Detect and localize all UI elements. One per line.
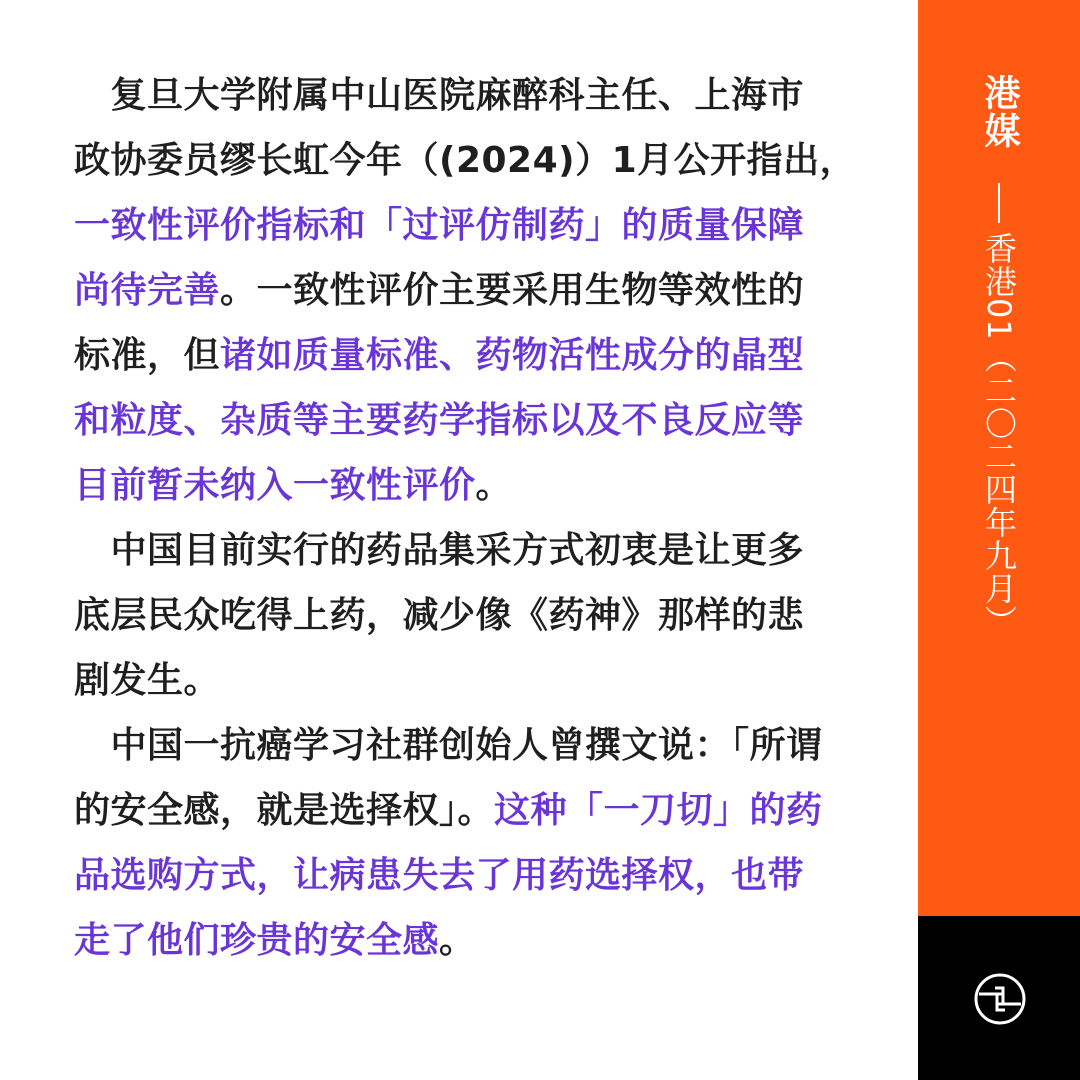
body-text: 。 [475,465,513,506]
sidebar-dash [998,183,1000,223]
body-text: 复旦大学附属中山医院麻醉科主任、上海市 [74,75,805,116]
highlight-text: 走了他们珍贵的安全感 [74,920,440,961]
body-text: 。一致性评价主要采用生物等效性的 [220,270,805,311]
body-text: 中国一抗癌学习社群创始人曾撰文说：「所谓 [74,725,823,766]
article-line [74,456,854,521]
highlight-text: 品选购方式，让病患失去了用药选择权，也带 [74,855,805,896]
article-line [74,391,854,456]
highlight-text: 目前暂未纳入一致性评价 [74,465,476,506]
article-line [74,66,854,131]
article-line [74,586,854,651]
article-line [74,781,854,846]
brand-logo-icon [973,972,1027,1026]
highlight-text: 诸如质量标准、药物活性成分的晶型 [220,335,805,376]
article-line [74,651,854,716]
sidebar [918,0,1080,916]
article-line [74,261,854,326]
article-line [74,911,854,976]
article-line [74,196,854,261]
body-text: 。 [439,920,476,961]
article-line [74,521,854,586]
body-text: 的安全感，就是选择权」。 [74,790,495,831]
body-text: 底层民众吃得上药，减少像《药神》那样的悲 [74,595,805,636]
article-line [74,131,857,196]
highlight-text: 这种「一刀切」的药 [494,790,823,831]
logo-block [918,916,1080,1080]
body-text: 政协委员缪长虹今年（(2024)）1月公开指出， [74,140,857,181]
highlight-text: 和粒度、杂质等主要药学指标以及不良反应等 [74,400,805,441]
article-body [74,66,857,976]
sidebar-source: 香港01（二〇二四年九月） [980,232,1018,638]
body-text: 剧发生。 [74,660,221,701]
highlight-text: 尚待完善 [74,270,221,311]
sidebar-title: 港媒 [979,74,1020,150]
highlight-text: 一致性评价指标和「过评仿制药」的质量保障 [74,205,805,246]
body-text: 中国目前实行的药品集采方式初衷是让更多 [74,530,805,571]
article-line [74,326,854,391]
body-text: 标准，但 [74,335,221,376]
article-line [74,716,854,781]
article-line [74,846,854,911]
